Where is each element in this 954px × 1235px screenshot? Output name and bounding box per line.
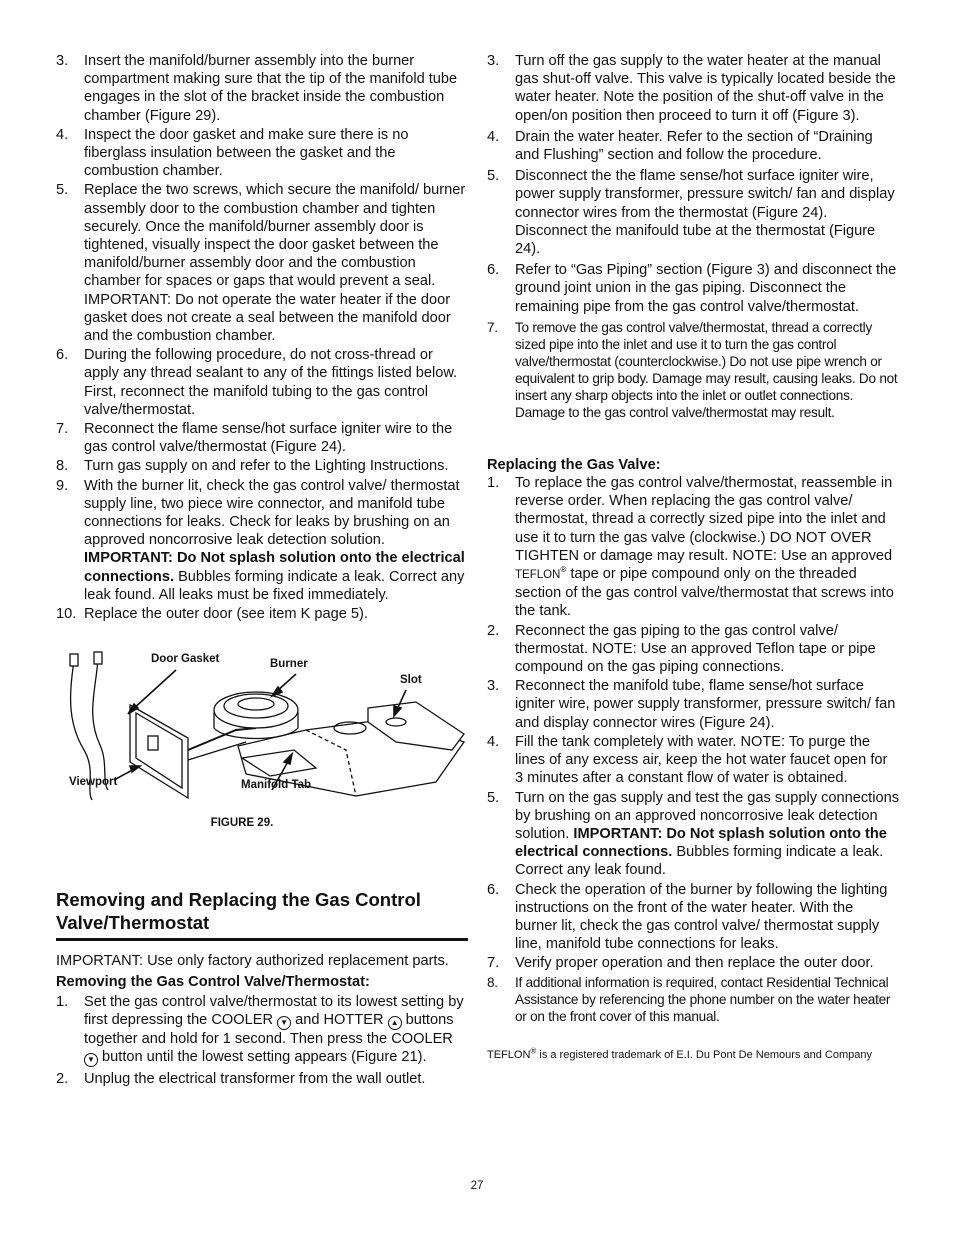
list-item	[487, 52, 899, 125]
list-item	[56, 477, 468, 604]
label-door-gasket: Door Gasket	[151, 653, 220, 666]
list-item	[487, 954, 899, 972]
trademark-note	[487, 1045, 899, 1062]
item-text: Bubbles forming indicate a leak. Correct any leak found.	[515, 844, 884, 879]
section-title: Removing and Replacing the Gas Control Valve/Thermostat	[56, 888, 468, 941]
item-number: 8.	[56, 458, 69, 475]
label-burner: Burner	[270, 658, 308, 671]
item-number: 2.	[56, 1071, 69, 1088]
item-text: Bubbles forming indicate a leak. Correct any leak found. All leaks must be fixed immediately.	[84, 568, 465, 603]
list-item	[487, 474, 899, 621]
arrow-up-circle-icon: ▲	[388, 1016, 402, 1030]
replacing-step-5	[487, 789, 899, 880]
install-steps-list	[56, 52, 468, 476]
item-number: 9.	[56, 477, 69, 494]
item-number: 4.	[56, 126, 69, 143]
removing-steps-list-cont	[487, 52, 899, 316]
replacing-steps-list-cont	[487, 622, 899, 788]
item-number: 4.	[487, 733, 500, 750]
registered-mark: ®	[530, 1045, 537, 1055]
replacing-step-8	[487, 974, 899, 1025]
item-text: Disconnect the the flame sense/hot surface igniter wire, power supply transformer, pressure switch/ fan and display connector wires from the thermostat (Figure 24). Disconnect the manifould tube at the thermostat (Figure 24).	[515, 168, 895, 258]
item-text: Reconnect the manifold tube, flame sense/hot surface igniter wire, power supply transformer, pressure switch/ fan and display connector wires (Figure 24).	[515, 678, 896, 731]
item-text: Replace the two screws, which secure the manifold/ burner assembly door to the combustion chamber and tighten securely. Once the manifold/burner assembly door is tightened, visually inspect the door gasket between the manifold/burner assembly door and the combustion chamber for spaces or gaps that would prevent a seal. IMPORTANT: Do not operate the water heater if the door gasket does not create a seal between the manifold door and the combustion chamber.	[84, 182, 466, 345]
item-text: To replace the gas control valve/thermostat, reassemble in reverse order. When replacing the gas control valve/ thermostat, thread a correctly sized pipe into the inlet and use it to turn the gas valve (clockwise.) DO NOT OVER TIGHTEN or damage may result. NOTE: Use an approved	[515, 475, 893, 564]
item-number: 7.	[487, 955, 500, 972]
list-item	[56, 605, 468, 623]
list-item	[56, 52, 468, 125]
registered-mark: ®	[560, 565, 567, 575]
list-item	[487, 261, 899, 316]
list-item	[487, 677, 899, 732]
item-text: During the following procedure, do not cross-thread or apply any thread sealant to any of the fittings listed below. First, reconnect the manifold tubing to the gas control valve/thermostat.	[84, 347, 458, 418]
item-text: Reconnect the flame sense/hot surface igniter wire to the gas control valve/thermostat (Figure 24).	[84, 421, 453, 456]
list-item	[487, 128, 899, 164]
item-number: 3.	[487, 53, 500, 69]
removing-step-7	[487, 319, 899, 421]
item-number: 5.	[56, 182, 69, 199]
install-steps-list-cont	[56, 477, 468, 624]
item-text: Verify proper operation and then replace the outer door.	[515, 955, 874, 972]
list-item	[56, 1070, 468, 1088]
item-number: 6.	[487, 262, 500, 279]
item-text: With the burner lit, check the gas control valve/ thermostat supply line, two piece wire connector, and manifold tube connections for leaks. Check for leaks by brushing on an approved noncorrosive leak detection solution.	[84, 477, 460, 549]
item-text: Set the gas control valve/thermostat to its lowest setting by first depressing the COOLER	[84, 993, 464, 1028]
teflon-mark: TEFLON	[515, 569, 561, 582]
item-number: 2.	[487, 622, 500, 639]
item-warning: IMPORTANT: Do Not splash solution onto the electrical connections.	[515, 825, 887, 861]
list-item	[487, 622, 899, 677]
replacing-steps-list	[487, 474, 899, 621]
item-text: tape or pipe compound only on the threaded section of the gas control valve/thermostat that screws into the tank.	[515, 566, 894, 620]
list-item	[56, 346, 468, 419]
item-text: Check the operation of the burner by following the lighting instructions on the front of the water heater. With the burner lit, check the gas control valve/ thermostat supply line, manifold tube connections for leaks.	[515, 881, 888, 953]
list-item	[56, 457, 468, 475]
item-text: Turn gas supply on and refer to the Lighting Instructions.	[84, 458, 449, 475]
item-text: Unplug the electrical transformer from the wall outlet.	[84, 1071, 426, 1088]
important-note: IMPORTANT: Use only factory authorized replacement parts.	[56, 953, 449, 970]
label-manifold-tab: Manifold Tab	[241, 779, 312, 792]
list-item	[487, 789, 899, 880]
list-item	[56, 181, 468, 345]
trademark-text: is a registered trademark of E.I. Du Pont De Nemours and Company	[536, 1048, 872, 1061]
list-item	[56, 126, 468, 181]
item-text: Insert the manifold/burner assembly into the burner compartment making sure that the tip of the manifold tube engages in the slot of the bracket inside the combustion chamber (Figure 29).	[84, 53, 458, 124]
list-item	[487, 733, 899, 788]
item-text: Turn on the gas supply and test the gas supply connections by brushing on an approved noncorrosive leak detection solution.	[515, 789, 900, 842]
item-text: Drain the water heater. Refer to the section of “Draining and Flushing” section and follow the procedure.	[515, 128, 873, 164]
item-text: Reconnect the gas piping to the gas control valve/ thermostat. NOTE: Use an approved Teflon tape or pipe compound on the gas piping connections.	[515, 622, 876, 676]
item-number: 5.	[487, 168, 500, 185]
item-number: 1.	[56, 993, 69, 1010]
item-number: 3.	[56, 53, 69, 69]
removing-heading: Removing the Gas Control Valve/Thermostat:	[56, 973, 370, 990]
item-number: 7.	[487, 319, 498, 335]
item-number: 5.	[487, 789, 500, 806]
item-text: and HOTTER	[291, 1011, 388, 1028]
item-text: Inspect the door gasket and make sure there is no fiberglass insulation between the gasket and the combustion chamber.	[84, 126, 409, 180]
section-removing-replacing	[56, 888, 468, 1088]
item-text: button until the lowest setting appears (Figure 21).	[98, 1049, 427, 1066]
list-item	[487, 319, 899, 421]
arrow-down-circle-icon: ▼	[84, 1053, 98, 1067]
replacing-heading: Replacing the Gas Valve:	[487, 456, 661, 473]
label-slot: Slot	[400, 674, 422, 687]
figure-caption: FIGURE 29.	[210, 817, 274, 830]
item-number: 8.	[487, 974, 498, 990]
list-item	[487, 881, 899, 954]
item-text: Turn off the gas supply to the water heater at the manual gas shut-off valve. This valve is typically located beside the water heater. Note the position of the shut-off valve in the open/on position then proceed to turn it off (Figure 3).	[515, 53, 896, 124]
item-number: 10.	[56, 606, 77, 623]
item-number: 6.	[487, 881, 500, 898]
page-number: 27	[470, 1180, 484, 1192]
item-number: 6.	[56, 347, 69, 364]
left-column	[56, 52, 468, 1089]
teflon-mark: TEFLON	[487, 1048, 531, 1061]
item-text: If additional information is required, contact Residential Technical Assistance by referencing the phone number on the water heater or on the front cover of this manual.	[515, 974, 891, 1024]
list-item	[56, 420, 468, 456]
item-number: 3.	[487, 678, 500, 695]
list-item	[487, 974, 899, 1025]
item-text: buttons together and hold for 1 second. Then press the COOLER	[84, 1011, 454, 1047]
item-text: Fill the tank completely with water. NOTE: To purge the lines of any excess air, keep the hot water faucet open for 3 minutes after a constant flow of water is obtained.	[515, 733, 888, 787]
figure-29	[56, 650, 468, 880]
removing-steps-list	[56, 993, 468, 1089]
label-viewport: Viewport	[69, 776, 118, 789]
list-item	[487, 167, 899, 258]
item-number: 7.	[56, 421, 69, 438]
replacing-steps-list-cont2	[487, 881, 899, 973]
item-text: Refer to “Gas Piping” section (Figure 3) and disconnect the ground joint union in the gas piping. Disconnect the remaining pipe from the gas control valve/thermostat.	[515, 262, 897, 315]
item-number: 1.	[487, 475, 500, 492]
right-column	[487, 52, 899, 1062]
item-number: 4.	[487, 128, 500, 145]
arrow-down-circle-icon: ▼	[277, 1016, 291, 1030]
list-item	[56, 993, 468, 1067]
item-text: Replace the outer door (see item K page 5).	[84, 606, 368, 623]
item-text: To remove the gas control valve/thermostat, thread a correctly sized pipe into the inlet and use it to turn the gas control valve/thermostat (counterclockwise.) Do not use pipe wrench or equivalent to grip body. Damage may result, causing leaks. Do not insert any sharp objects into the inlet or outlet connections. Damage to the gas control valve/thermostat may result.	[515, 319, 898, 420]
item-warning: IMPORTANT: Do Not splash solution onto the electrical connections.	[84, 550, 465, 585]
